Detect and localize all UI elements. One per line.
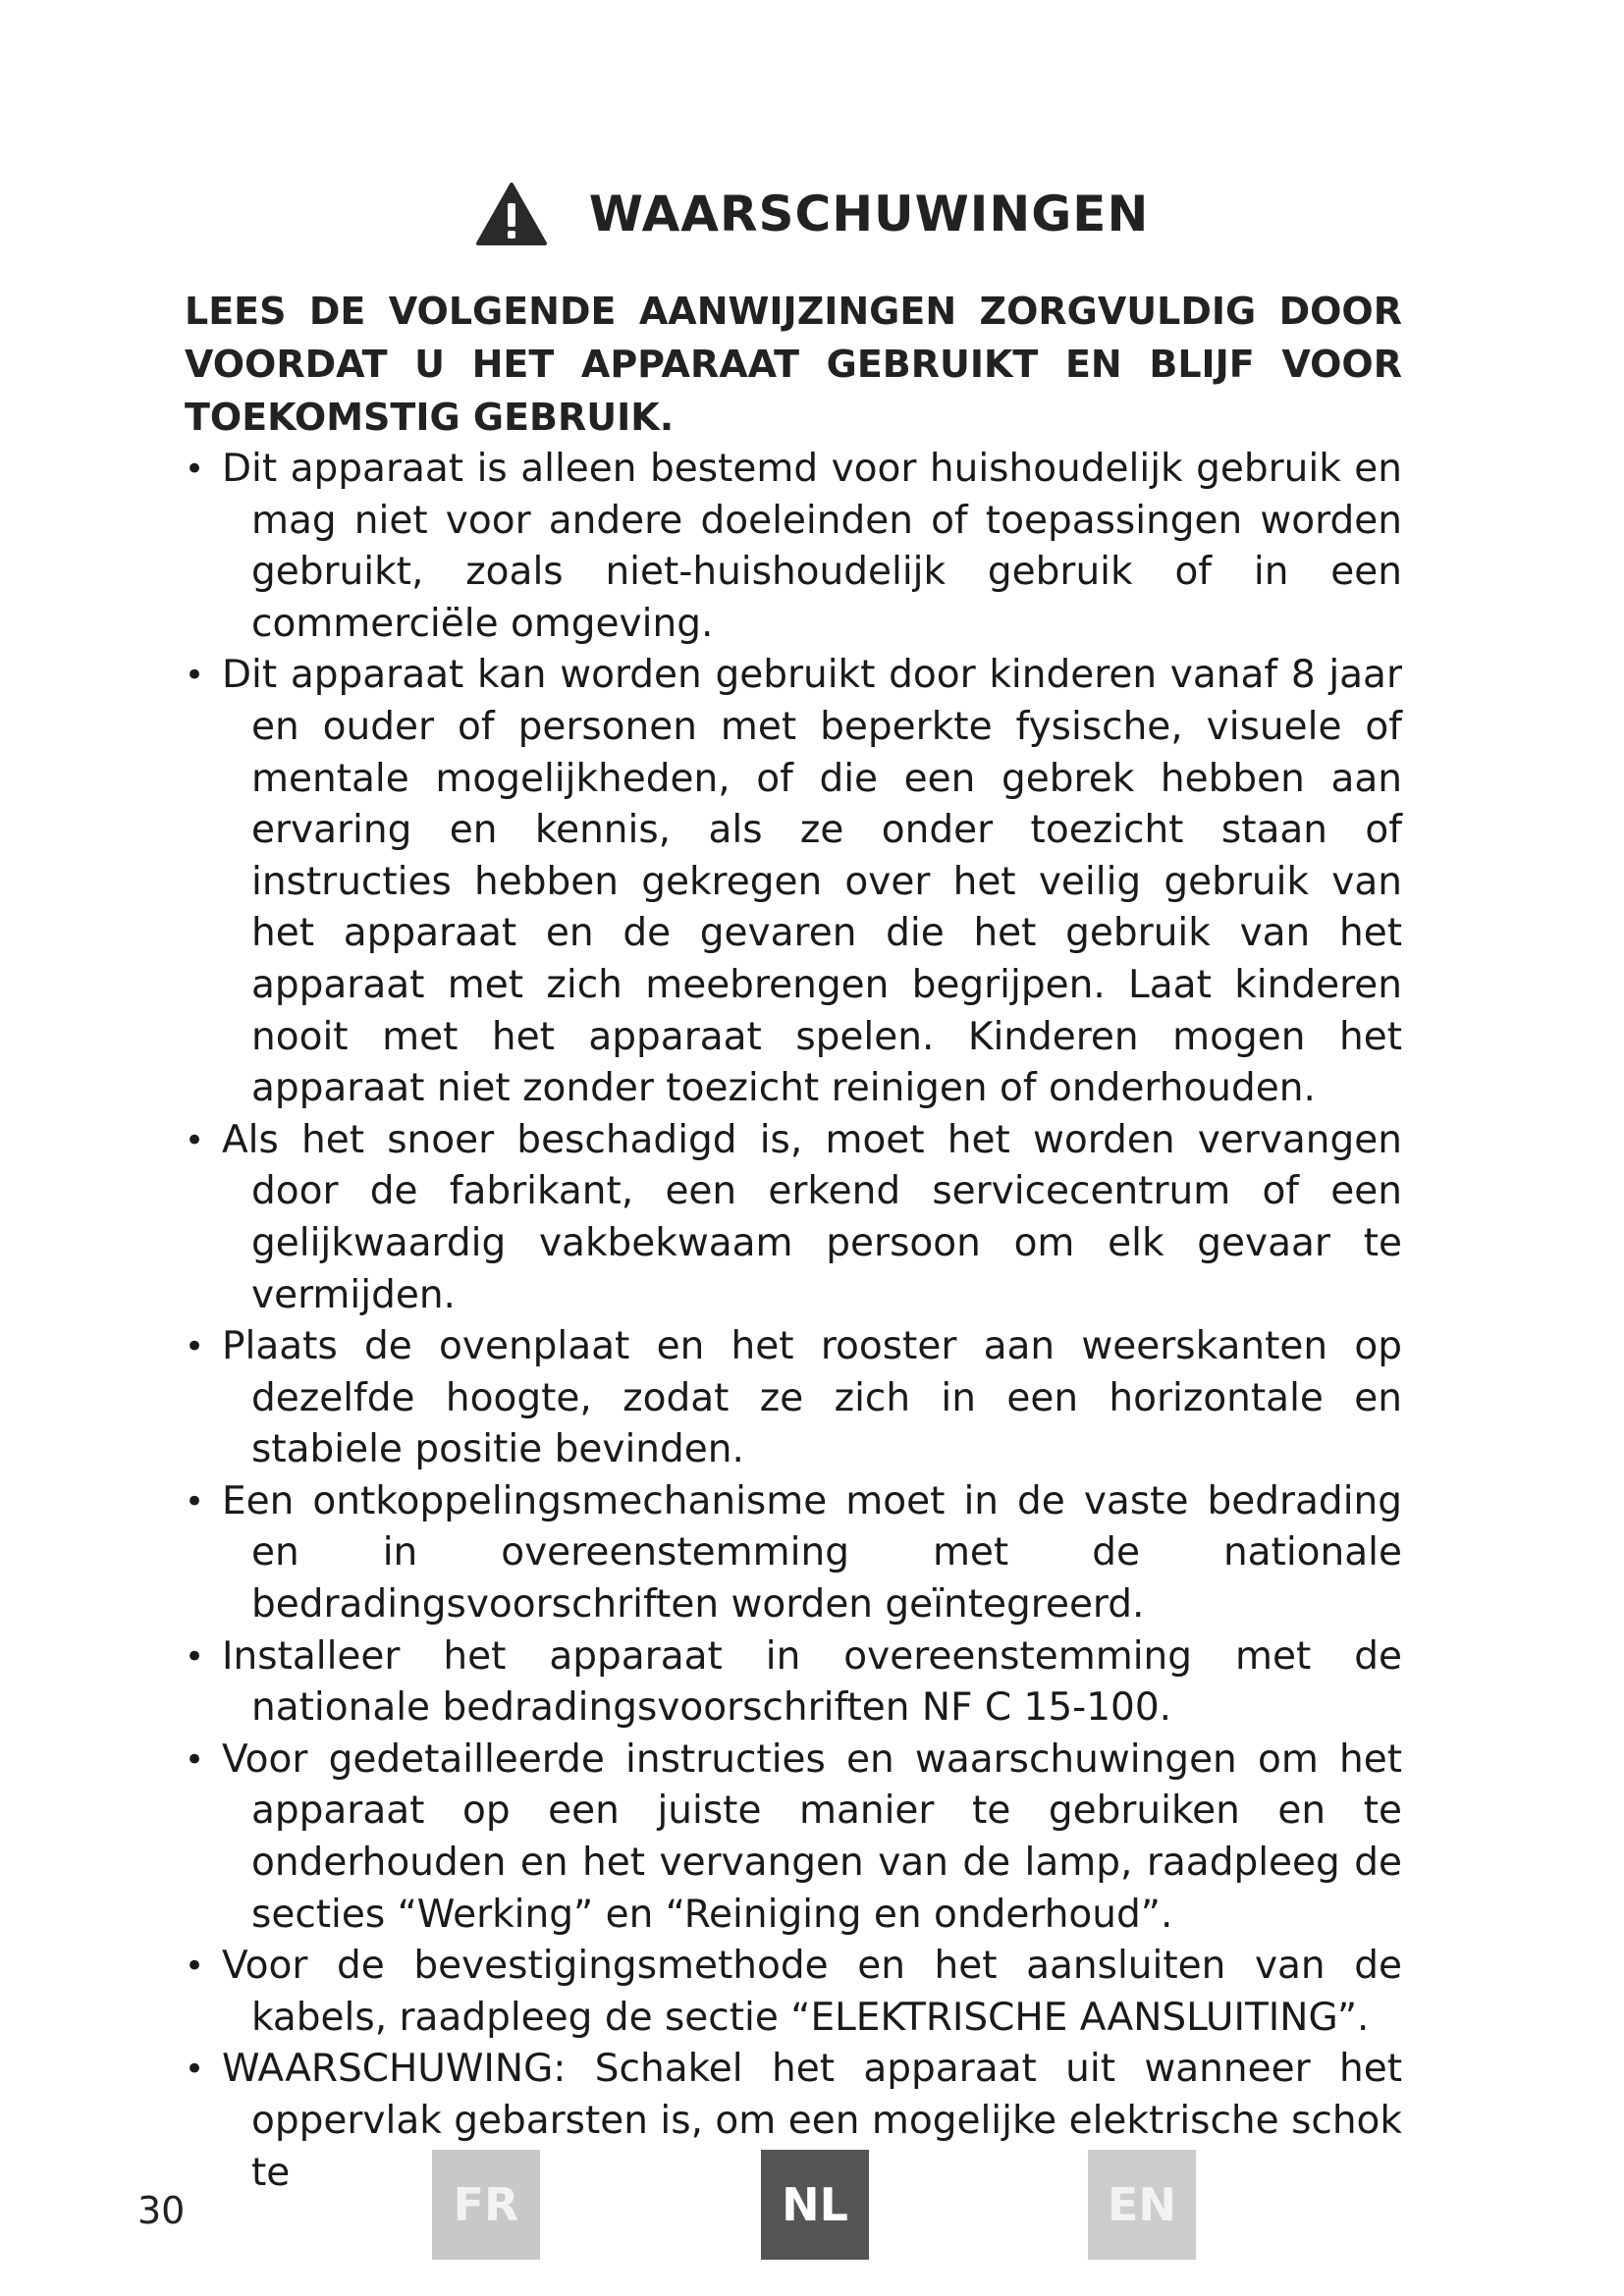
list-item	[185, 1476, 1402, 1631]
warning-triangle-icon	[475, 182, 548, 246]
page-title: WAARSCHUWINGEN	[588, 186, 1150, 242]
list-item-text: WAARSCHUWING: Schakel het apparaat uit wanneer het oppervlak gebarsten is, om een mogelijke elektrische schok te	[222, 2047, 1402, 2195]
intro-notice: LEES DE VOLGENDE AANWIJZINGEN ZORGVULDIG DOOR VOORDAT U HET APPARAAT GEBRUIKT EN BLIJF VOOR TOEKOMSTIG GEBRUIK.	[185, 290, 1402, 439]
bullet-icon: •	[185, 1739, 205, 1780]
bullet-icon: •	[185, 1120, 205, 1160]
bullet-icon: •	[185, 656, 205, 696]
list-item	[185, 1115, 1402, 1321]
bullet-icon: •	[185, 1327, 205, 1367]
list-item	[185, 1941, 1402, 2044]
bullet-icon: •	[185, 1481, 205, 1522]
list-item-text: Voor gedetailleerde instructies en waarschuwingen om het apparaat op een juiste manier te gebruiken en te onderhouden en het vervangen van de lamp, raadpleeg de secties “Werking” en “Reiniging en onderhoud”.	[222, 1736, 1402, 1937]
page-header	[0, 182, 1624, 246]
list-item	[185, 650, 1402, 1114]
list-item	[185, 1631, 1402, 1735]
language-tab-en[interactable]: EN	[1088, 2150, 1196, 2260]
bullet-icon: •	[185, 450, 205, 489]
bullet-icon: •	[185, 1947, 205, 1987]
list-item-text: Voor de bevestigingsmethode en het aansluiten van de kabels, raadpleeg de sectie “ELEKTRISCHE AANSLUITING”.	[222, 1944, 1402, 2040]
list-item-text: Als het snoer beschadigd is, moet het worden vervangen door de fabrikant, een erkend servicecentrum of een gelijkwaardig vakbekwaam persoon om elk gevaar te vermijden.	[222, 1117, 1402, 1317]
warning-list	[185, 444, 1402, 2199]
list-item	[185, 444, 1402, 650]
language-tab-nl[interactable]: NL	[761, 2150, 869, 2260]
list-item	[185, 1735, 1402, 1941]
list-item-text: Dit apparaat is alleen bestemd voor huishoudelijk gebruik en mag niet voor andere doeleinden of toepassingen worden gebruikt, zoals niet-huishoudelijk gebruik of in een commerciële omgeving.	[222, 447, 1402, 646]
list-item-text: Installeer het apparaat in overeenstemming met de nationale bedradingsvoorschriften NF C 15-100.	[222, 1633, 1402, 1731]
list-item-text: Plaats de ovenplaat en het rooster aan weerskanten op dezelfde hoogte, zodat ze zich in een horizontale en stabiele positie bevinden.	[222, 1324, 1402, 1472]
list-item-text: Een ontkoppelingsmechanisme moet in de vaste bedrading en in overeenstemming met de nationale bedradingsvoorschriften worden geïntegreerd.	[222, 1478, 1402, 1628]
bullet-icon: •	[185, 2050, 205, 2090]
language-tab-fr[interactable]: FR	[432, 2150, 540, 2260]
bullet-icon: •	[185, 1636, 205, 1677]
list-item-text: Dit apparaat kan worden gebruikt door kinderen vanaf 8 jaar en ouder of personen met beperkte fysische, visuele of mentale mogelijkheden, of die een gebrek hebben aan ervaring en kennis, als ze onder toezicht staan of instructies hebben gekregen over het veilig gebruik van het apparaat en de gevaren die het gebruik van het apparaat met zich meebrengen begrijpen. Laat kinderen nooit met het apparaat spelen. Kinderen mogen het apparaat niet zonder toezicht reinigen of onderhouden.	[222, 653, 1402, 1111]
list-item	[185, 1321, 1402, 1476]
page-number: 30	[137, 2189, 186, 2232]
